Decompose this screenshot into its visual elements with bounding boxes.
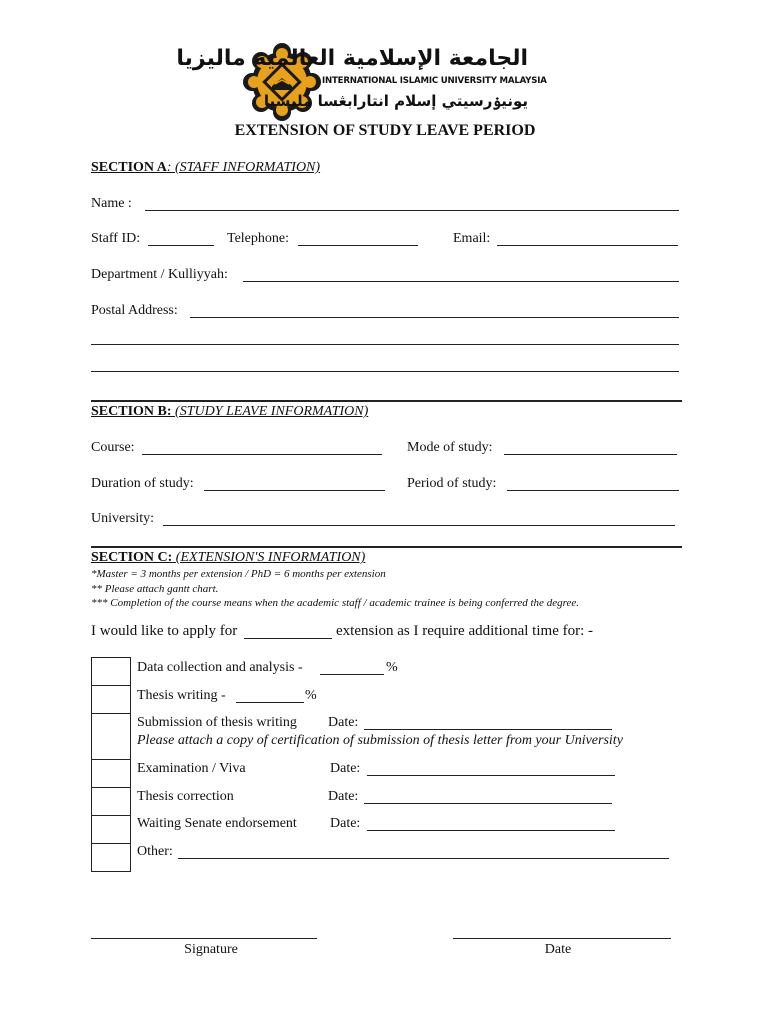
other-field[interactable] — [178, 858, 669, 859]
note-gantt-chart: ** Please attach gantt chart. — [91, 583, 219, 595]
checkbox-senate-endorsement[interactable] — [91, 815, 131, 844]
date-label: Date — [544, 942, 572, 957]
postal-address-field-1[interactable] — [190, 317, 679, 318]
university-field[interactable] — [163, 525, 675, 526]
thesis-submission-date-field[interactable] — [364, 729, 612, 730]
thesis-submission-label: Submission of thesis writing — [137, 715, 297, 730]
section-a-heading — [91, 160, 320, 176]
note-course-completion: *** Completion of the course means when the academic staff / academic trainee is being conferred the degree. — [91, 597, 579, 609]
thesis-correction-date-field[interactable] — [364, 803, 612, 804]
university-label: University: — [91, 511, 154, 526]
staff-id-field[interactable] — [148, 245, 214, 246]
section-b-heading-bold: SECTION B: — [91, 404, 172, 419]
examination-viva-date-field[interactable] — [367, 775, 615, 776]
checkbox-other[interactable] — [91, 843, 131, 872]
section-a-heading-bold: SECTION A — [91, 160, 167, 175]
examination-viva-label: Examination / Viva — [137, 761, 246, 776]
university-name-english: INTERNATIONAL ISLAMIC UNIVERSITY MALAYSIA — [322, 76, 547, 86]
postal-address-field-3[interactable] — [91, 371, 679, 372]
checkbox-data-collection[interactable] — [91, 657, 131, 686]
checkbox-thesis-writing[interactable] — [91, 685, 131, 714]
section-a-heading-italic: : (STAFF INFORMATION) — [166, 160, 321, 175]
signature-field[interactable] — [91, 938, 317, 939]
checkbox-examination-viva[interactable] — [91, 759, 131, 788]
data-collection-percent-field[interactable] — [320, 674, 384, 675]
section-b-heading-italic: (STUDY LEAVE INFORMATION) — [175, 404, 369, 419]
thesis-correction-label: Thesis correction — [137, 789, 234, 804]
thesis-correction-date-label: Date: — [328, 789, 359, 804]
examination-viva-date-label: Date: — [330, 761, 361, 776]
email-label: Email: — [453, 231, 491, 246]
duration-of-study-label: Duration of study: — [91, 476, 194, 491]
department-label: Department / Kulliyyah: — [91, 267, 228, 282]
name-field[interactable] — [145, 210, 679, 211]
data-collection-label: Data collection and analysis - — [137, 660, 303, 675]
university-name-arabic: الجامعة الإسلامية العالمية ماليزيا — [176, 46, 528, 71]
date-field[interactable] — [453, 938, 671, 939]
apply-suffix: extension as I require additional time for: - — [336, 623, 593, 639]
checkbox-thesis-correction[interactable] — [91, 787, 131, 816]
staff-id-label: Staff ID: — [91, 231, 141, 246]
checkbox-thesis-submission[interactable] — [91, 713, 131, 760]
thesis-submission-note: Please attach a copy of certification of submission of thesis letter from your University — [137, 733, 623, 748]
mode-of-study-label: Mode of study: — [407, 440, 493, 455]
signature-label: Signature — [184, 942, 238, 957]
apply-prefix: I would like to apply for — [91, 623, 238, 639]
postal-address-label: Postal Address: — [91, 303, 178, 318]
email-field[interactable] — [497, 245, 678, 246]
section-c-heading-italic: (EXTENSION'S INFORMATION) — [175, 550, 366, 565]
data-collection-percent-sign: % — [386, 660, 398, 675]
telephone-label: Telephone: — [227, 231, 289, 246]
senate-endorsement-date-label: Date: — [330, 816, 361, 831]
thesis-writing-percent-field[interactable] — [236, 702, 304, 703]
extension-period-field[interactable] — [244, 638, 332, 639]
form-title: EXTENSION OF STUDY LEAVE PERIOD — [234, 122, 536, 139]
thesis-submission-date-label: Date: — [328, 715, 359, 730]
section-c-heading-bold: SECTION C: — [91, 550, 173, 565]
period-of-study-label: Period of study: — [407, 476, 497, 491]
university-name-jawi: يونيۏرسيتي إسلام انتارابڠسا مليسيا — [263, 92, 528, 110]
section-b-divider — [91, 400, 682, 402]
section-c-divider — [91, 546, 682, 548]
telephone-field[interactable] — [298, 245, 418, 246]
other-label: Other: — [137, 844, 173, 859]
course-field[interactable] — [142, 454, 382, 455]
period-of-study-field[interactable] — [507, 490, 679, 491]
thesis-writing-label: Thesis writing - — [137, 688, 226, 703]
duration-of-study-field[interactable] — [204, 490, 385, 491]
section-c-heading — [91, 550, 365, 566]
name-label: Name : — [91, 196, 132, 211]
note-extension-duration: *Master = 3 months per extension / PhD = 6 months per extension — [91, 568, 386, 580]
senate-endorsement-label: Waiting Senate endorsement — [137, 816, 297, 831]
postal-address-field-2[interactable] — [91, 344, 679, 345]
course-label: Course: — [91, 440, 135, 455]
senate-endorsement-date-field[interactable] — [367, 830, 615, 831]
department-field[interactable] — [243, 281, 679, 282]
section-b-heading — [91, 404, 368, 420]
mode-of-study-field[interactable] — [504, 454, 677, 455]
thesis-writing-percent-sign: % — [305, 688, 317, 703]
